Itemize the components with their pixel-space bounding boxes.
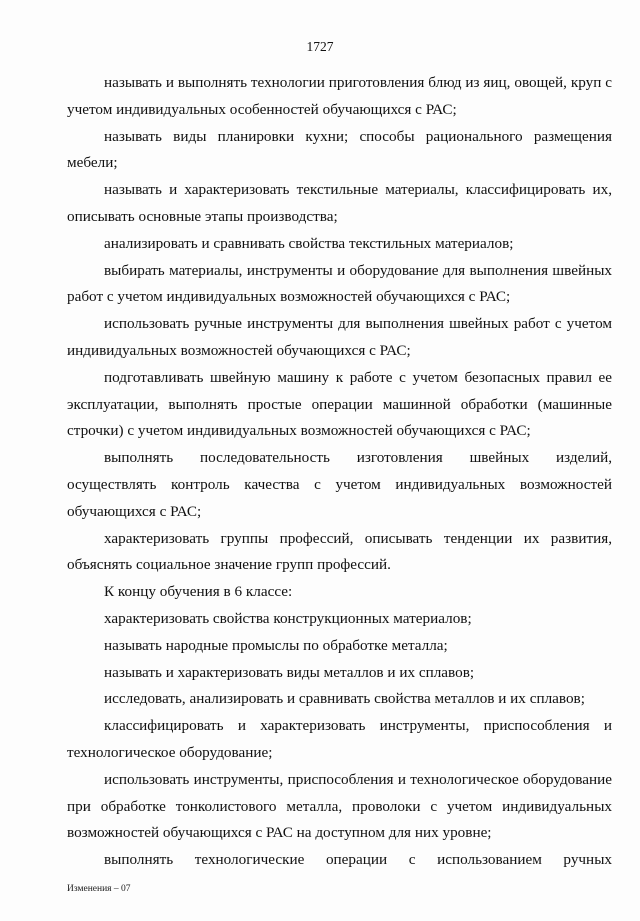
paragraph: анализировать и сравнивать свойства текстильных материалов; bbox=[104, 234, 514, 252]
footer-revision-note: Изменения – 07 bbox=[67, 884, 131, 894]
paragraph: выполнять последовательность изготовления швейных изделий, осуществлять контроль качества с учетом индивидуальных возможностей обучающихся с РАС; bbox=[67, 449, 612, 520]
paragraph: называть народные промыслы по обработке металла; bbox=[104, 636, 448, 654]
paragraph: называть виды планировки кухни; способы рационального размещения мебели; bbox=[67, 127, 612, 172]
paragraph: использовать ручные инструменты для выполнения швейных работ с учетом индивидуальных возможностей обучающихся с РАС; bbox=[67, 315, 612, 359]
paragraph: называть и выполнять технологии приготовления блюд из яиц, овощей, круп с учетом индивидуальных особенностей обучающихся с РАС; bbox=[67, 74, 612, 118]
section-heading: К концу обучения в 6 классе: bbox=[104, 583, 293, 601]
paragraph: выполнять технологические операции с использованием ручных bbox=[104, 851, 612, 869]
paragraph: характеризовать свойства конструкционных материалов; bbox=[104, 609, 472, 627]
paragraph: подготавливать швейную машину к работе с учетом безопасных правил ее эксплуатации, выполнять простые операции машинной обработки (машинные строчки) с учетом индивидуальных возможностей обучающихся с РАС; bbox=[67, 368, 612, 440]
paragraph: исследовать, анализировать и сравнивать свойства металлов и их сплавов; bbox=[104, 690, 585, 708]
document-body bbox=[67, 70, 612, 874]
paragraph: использовать инструменты, приспособления и технологическое оборудование при обработке тонколистового металла, проволоки с учетом индивидуальных возможностей обучающихся с РАС на доступном для них уровне; bbox=[67, 770, 612, 842]
paragraph: характеризовать группы профессий, описывать тенденции их развития, объяснять социальное значение групп профессий. bbox=[67, 529, 612, 574]
paragraph: называть и характеризовать текстильные материалы, классифицировать их, описывать основные этапы производства; bbox=[67, 181, 612, 225]
paragraph: классифицировать и характеризовать инструменты, приспособления и технологическое оборудование; bbox=[67, 717, 612, 761]
paragraph: выбирать материалы, инструменты и оборудование для выполнения швейных работ с учетом индивидуальных возможностей обучающихся с РАС; bbox=[67, 261, 612, 306]
page-number: 1727 bbox=[306, 39, 334, 54]
paragraph: называть и характеризовать виды металлов и их сплавов; bbox=[104, 663, 475, 681]
